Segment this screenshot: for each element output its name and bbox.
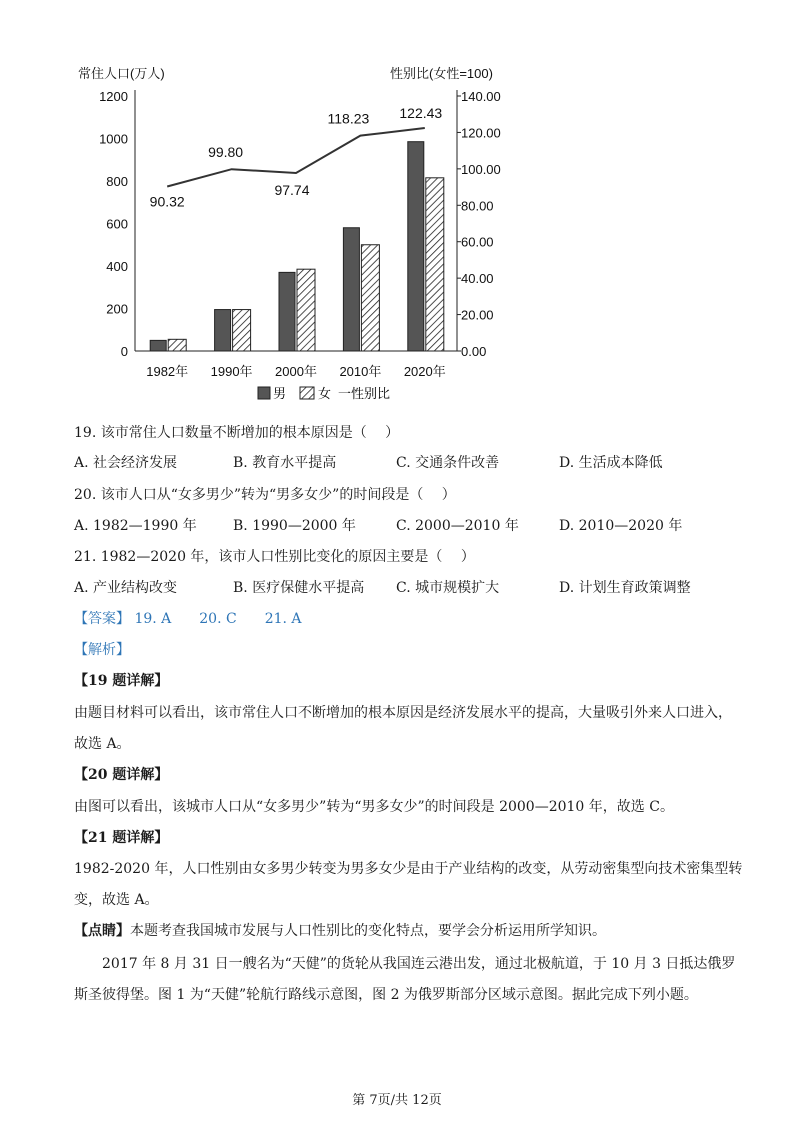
left-tick-label: 1200 [99, 89, 128, 104]
ratio-label: 97.74 [274, 181, 310, 198]
left-tick-label: 800 [106, 174, 128, 189]
ratio-label: 118.23 [327, 110, 370, 127]
left-tick-label: 200 [106, 301, 128, 317]
q19-option-a: A. 社会经济发展 [74, 455, 178, 471]
category-labels [146, 364, 446, 379]
category-label: 1982年 [146, 364, 189, 379]
passage-line2: 斯圣彼得堡。图 1 为“天健”轮航行路线示意图，图 2 为俄罗斯部分区域示意图。据此完成下列小题。 [74, 987, 698, 1003]
q19-stem: 19. 该市常住人口数量不断增加的根本原因是（ ） [74, 425, 400, 441]
q20-option-b: B. 1990—2000 年 [233, 518, 356, 534]
right-axis-ticks [457, 89, 501, 359]
bar-female [297, 269, 315, 351]
legend-female-label: 女 [318, 386, 332, 401]
q19-option-d: D. 生活成本降低 [559, 455, 663, 471]
legend-male-swatch [258, 387, 270, 399]
ratio-label: 122.43 [399, 105, 443, 122]
left-tick-label: 0 [120, 344, 128, 359]
bar-female [361, 245, 379, 351]
right-tick-label: 120.00 [461, 125, 501, 141]
detail-19-line1: 由题目材料可以看出，该市常住人口不断增加的根本原因是经济发展水平的提高，大量吸引外来人口进入， [74, 705, 732, 721]
left-tick-label: 400 [106, 259, 128, 274]
answer-text: 19. A 20. C 21. A [134, 611, 302, 627]
q19-option-c: C. 交通条件改善 [396, 455, 500, 471]
left-tick-label: 600 [106, 216, 128, 232]
q21-option-d: D. 计划生育政策调整 [559, 580, 691, 596]
passage-line1: 2017 年 8 月 31 日一艘名为“天健”的货轮从我国连云港出发，通过北极航道，于 10 月 3 日抵达俄罗 [102, 956, 736, 972]
q20-option-c: C. 2000—2010 年 [396, 518, 519, 534]
population-chart [60, 60, 501, 410]
bar-male [215, 310, 231, 351]
note-label: 【点睛】 [74, 923, 130, 939]
page-footer: 第 7页/共 12页 [352, 1093, 442, 1108]
bar-female [168, 339, 186, 351]
q20-option-a: A. 1982—1990 年 [74, 518, 197, 534]
q21-option-a: A. 产业结构改变 [74, 580, 178, 596]
right-tick-label: 60.00 [461, 234, 494, 250]
q21-option-b: B. 医疗保健水平提高 [233, 580, 365, 596]
detail-21-line1: 1982-2020 年，人口性别由女多男少转变为男多女少是由于产业结构的改变，从劳动密集型向技术密集型转 [74, 861, 743, 877]
bar-male [408, 142, 424, 351]
detail-20-line1: 由图可以看出，该城市人口从“女多男少”转为“男多女少”的时间段是 2000—2010 年，故选 C。 [74, 799, 674, 815]
q19-option-b: B. 教育水平提高 [233, 455, 337, 471]
detail-19-title: 【19 题详解】 [74, 673, 169, 689]
ratio-label: 99.80 [208, 144, 244, 161]
category-label: 2010年 [339, 364, 382, 379]
legend-male-label: 男 [273, 386, 287, 401]
sex-ratio-labels [150, 105, 443, 209]
q20-stem: 20. 该市人口从“女多男少”转为“男多女少”的时间段是（ ） [74, 487, 456, 503]
right-tick-label: 140.00 [461, 89, 501, 104]
right-tick-label: 0.00 [461, 344, 487, 359]
q21-option-c: C. 城市规模扩大 [396, 580, 500, 596]
detail-20-title: 【20 题详解】 [74, 767, 169, 783]
bar-male [150, 340, 166, 351]
q20-option-d: D. 2010—2020 年 [559, 518, 683, 534]
right-tick-label: 100.00 [461, 161, 501, 177]
left-axis-title: 常住人口(万人) [78, 66, 165, 81]
bar-female [426, 178, 444, 351]
right-axis-title: 性别比(女性=100) [390, 66, 493, 81]
q21-stem: 21. 1982—2020 年，该市人口性别比变化的原因主要是（ ） [74, 549, 475, 565]
detail-21-title: 【21 题详解】 [74, 830, 169, 846]
answer-label: 【答案】 [74, 611, 130, 627]
category-label: 2000年 [275, 364, 317, 379]
bar-male [279, 272, 295, 351]
analysis-label: 【解析】 [74, 642, 130, 658]
ratio-label: 90.32 [149, 193, 185, 210]
right-tick-label: 80.00 [461, 198, 494, 214]
legend-ratio-label: 一性别比 [338, 386, 391, 401]
right-tick-label: 20.00 [461, 307, 494, 323]
right-tick-label: 40.00 [461, 271, 494, 287]
legend-female-swatch [300, 387, 314, 399]
sex-ratio-line [167, 128, 425, 186]
note-text: 本题考查我国城市发展与人口性别比的变化特点，要学会分析运用所学知识。 [130, 923, 606, 939]
left-axis-ticks [99, 89, 128, 359]
left-tick-label: 1000 [99, 131, 128, 147]
category-label: 2020年 [403, 364, 446, 379]
note-line [74, 920, 606, 940]
category-label: 1990年 [210, 364, 253, 379]
answer-line [74, 608, 302, 628]
bar-male [343, 228, 359, 351]
bar-female [233, 310, 251, 351]
legend [258, 386, 390, 401]
detail-21-line2: 变，故选 A。 [74, 892, 159, 908]
detail-19-line2: 故选 A。 [74, 736, 131, 752]
